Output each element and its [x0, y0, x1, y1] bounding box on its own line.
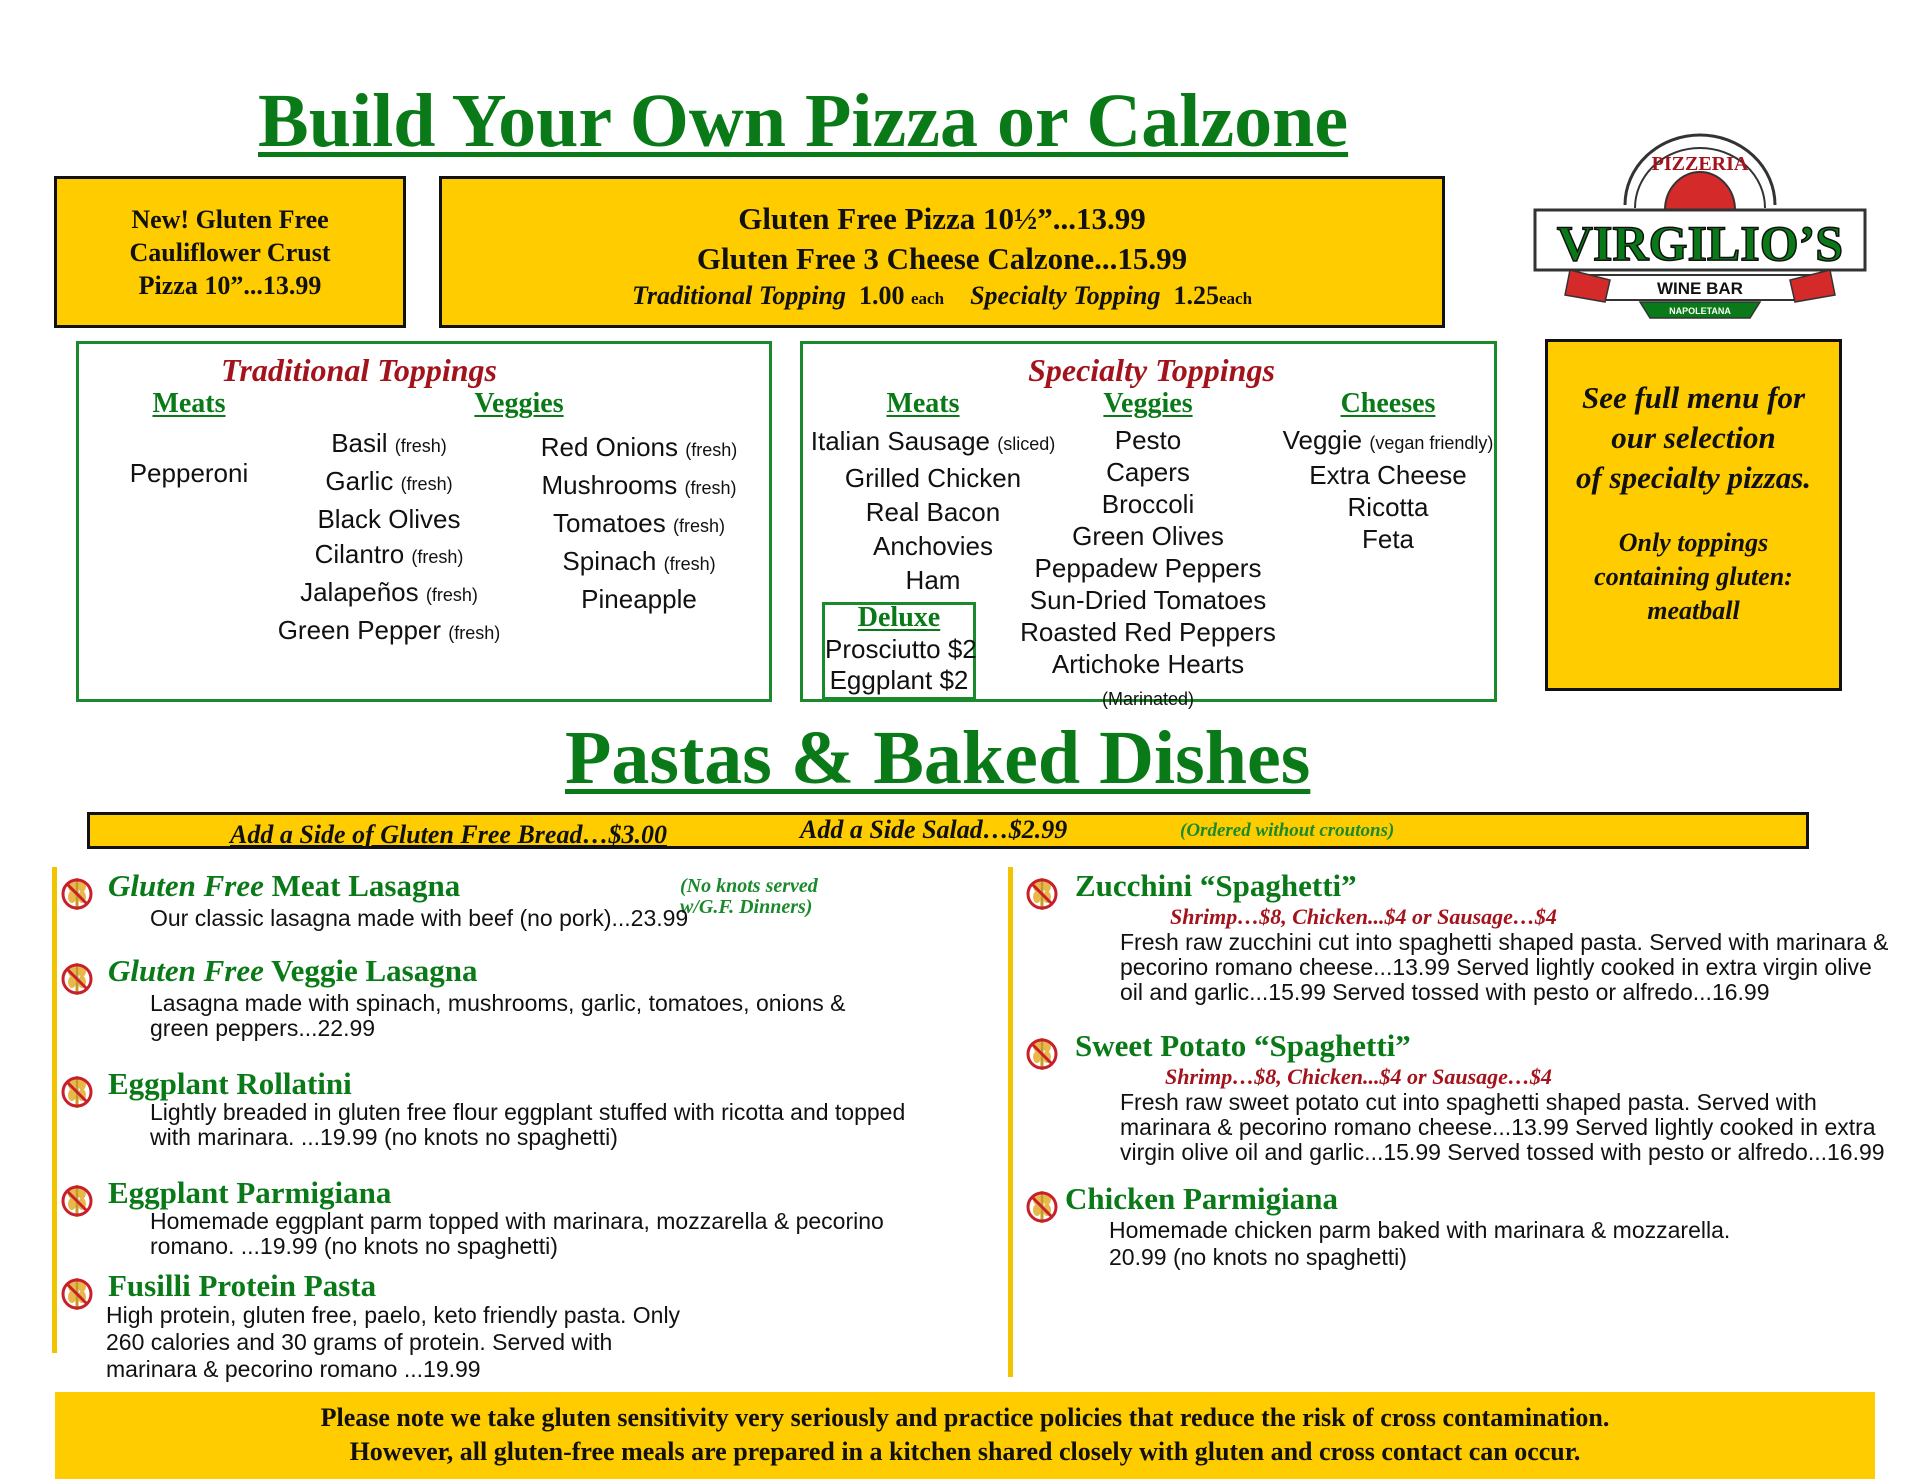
trad-veggies-col2: [519, 430, 759, 617]
gluten-free-icon: [1025, 872, 1059, 912]
topping-item: Feta: [1361, 524, 1415, 554]
topping-item: Garlic (fresh): [325, 466, 453, 496]
specialty-topping-label: Specialty Topping: [970, 281, 1161, 310]
gf-pizza-price: Gluten Free Pizza 10½”...13.99: [738, 201, 1146, 236]
topping-item: Capers: [1106, 457, 1190, 487]
pizza-title: Build Your Own Pizza or Calzone: [258, 79, 1349, 163]
topping-item: Mushrooms (fresh): [541, 470, 737, 500]
topping-item: Green Olives: [1072, 521, 1224, 551]
logo-name: VIRGILIO’S: [1556, 215, 1844, 271]
info-line: meatball: [1647, 596, 1740, 625]
spec-cheeses-header: Cheeses: [1340, 388, 1436, 419]
gluten-free-icon: [60, 957, 94, 997]
dish-desc: High protein, gluten free, paelo, keto friendly pasta. Only 260 calories and 30 grams of protein. Served with marinara & pecorino romano ...19.99: [106, 1302, 681, 1382]
traditional-toppings-box: [76, 341, 772, 702]
spec-cheeses-list: [1268, 424, 1508, 555]
logo-banner-text: WINE BAR: [1657, 279, 1743, 298]
spec-meats-header: Meats: [886, 388, 960, 419]
trad-meat-item: Pepperoni: [129, 458, 249, 488]
dish-desc: Homemade chicken parm baked with marinara & mozzarella. 20.99 (no knots no spaghetti): [1109, 1217, 1731, 1270]
info-line: of specialty pizzas.: [1575, 460, 1812, 495]
deluxe-item: Prosciutto $2: [825, 634, 977, 664]
pastas-title: Pastas & Baked Dishes: [565, 716, 1311, 800]
topping-item: Pesto: [1114, 425, 1182, 455]
gf-calzone-price: Gluten Free 3 Cheese Calzone...15.99: [696, 241, 1188, 276]
side-bread: Add a Side of Gluten Free Bread…$3.00: [230, 820, 667, 849]
dish-desc: Fresh raw zucchini cut into spaghetti shaped pasta. Served with marinara & pecorino romano cheese...13.99 Served lightly cooked in extra virgin olive oil and garlic...15.99 Served tossed with pesto or alfredo...16.99: [1120, 929, 1889, 1005]
spec-veggies-list: [1008, 424, 1288, 715]
gluten-disclaimer: [55, 1392, 1875, 1479]
topping-item: Green Pepper (fresh): [277, 615, 501, 645]
topping-item: Italian Sausage (sliced): [810, 426, 1056, 456]
dish-desc: Homemade eggplant parm topped with marinara, mozzarella & pecorino romano. ...19.99 (no knots no spaghetti): [150, 1208, 884, 1259]
right-column-rule: [1008, 867, 1013, 1377]
dish-addons: Shrimp…$8, Chicken...$4 or Sausage…$4: [1170, 904, 1557, 929]
gluten-free-icon: [1025, 1032, 1059, 1072]
trad-meats-header: Meats: [152, 388, 226, 419]
left-column-rule: [52, 867, 57, 1353]
trad-topping-price: 1.00: [859, 281, 905, 310]
each-label: each: [911, 289, 945, 308]
cauliflower-line: Pizza 10”...13.99: [138, 270, 322, 300]
virgilios-logo: [1530, 130, 1870, 330]
logo-top-text: PIZZERIA: [1651, 153, 1749, 175]
dish-name: Fusilli Protein Pasta: [108, 1268, 377, 1303]
topping-prices: [442, 279, 1442, 316]
specialty-info-box: [1545, 339, 1842, 691]
topping-item: Black Olives: [317, 504, 461, 534]
dish-desc: Our classic lasagna made with beef (no pork)...23.99: [150, 905, 689, 931]
topping-item: Peppadew Peppers: [1034, 553, 1262, 583]
dish-desc: Fresh raw sweet potato cut into spaghetti shaped pasta. Served with marinara & pecorino romano cheese...13.99 Served lightly cooked in extra virgin olive oil and garlic...15.99 Served tossed with pesto or alfredo...16.99: [1120, 1089, 1885, 1165]
topping-item: Spinach (fresh): [562, 546, 716, 576]
sides-bar: [87, 812, 1809, 849]
info-line: our selection: [1611, 420, 1776, 455]
topping-item: Tomatoes (fresh): [553, 508, 725, 538]
each-label: each: [1219, 289, 1253, 308]
dish-name: Sweet Potato “Spaghetti”: [1075, 1028, 1411, 1063]
topping-item: Pineapple: [581, 584, 697, 614]
deluxe-box: [822, 602, 976, 700]
topping-item: Broccoli: [1101, 489, 1195, 519]
topping-item: Jalapeños (fresh): [300, 577, 478, 607]
trad-veggies-header: Veggies: [474, 388, 564, 419]
gluten-free-icon: [1025, 1185, 1059, 1225]
specialty-toppings-title: Specialty Toppings: [1028, 352, 1275, 388]
topping-item: Red Onions (fresh): [540, 432, 738, 462]
gluten-free-icon: [60, 1070, 94, 1110]
topping-item: Anchovies: [873, 531, 993, 561]
topping-item: Artichoke Hearts (Marinated): [1051, 649, 1245, 709]
dish-name: Eggplant Rollatini: [108, 1066, 352, 1101]
deluxe-header: Deluxe: [857, 602, 941, 633]
dish-name: Gluten Free Meat Lasagna: [108, 868, 461, 903]
traditional-toppings-title: Traditional Toppings: [221, 352, 497, 388]
no-knots-note: (No knots served w/G.F. Dinners): [680, 875, 818, 918]
info-line: See full menu for: [1581, 380, 1806, 415]
spec-veggies-header: Veggies: [1103, 388, 1193, 419]
dish-name: Eggplant Parmigiana: [108, 1175, 392, 1210]
disclaimer-line: Please note we take gluten sensitivity very seriously and practice policies that reduce the risk of cross contamination.: [320, 1403, 1610, 1432]
gluten-free-icon: [60, 872, 94, 912]
logo-bottom-text: NAPOLETANA: [1669, 306, 1731, 316]
topping-item: Roasted Red Peppers: [1020, 617, 1276, 647]
cauliflower-line: New! Gluten Free: [131, 204, 329, 234]
dish-addons: Shrimp…$8, Chicken...$4 or Sausage…$4: [1165, 1064, 1552, 1089]
topping-item: Ham: [905, 565, 961, 595]
topping-item: Veggie (vegan friendly): [1282, 425, 1494, 455]
dish-desc: Lightly breaded in gluten free flour eggplant stuffed with ricotta and topped with marinara. ...19.99 (no knots no spaghetti): [150, 1099, 906, 1150]
specialty-topping-price: 1.25: [1173, 281, 1219, 310]
trad-topping-label: Traditional Topping: [631, 281, 847, 310]
info-line: containing gluten:: [1594, 562, 1793, 591]
dish-name: Gluten Free Veggie Lasagna: [108, 953, 478, 988]
topping-item: Grilled Chicken: [844, 463, 1022, 493]
dish-desc: Lasagna made with spinach, mushrooms, garlic, tomatoes, onions & green peppers...22.99: [150, 990, 846, 1041]
topping-item: Real Bacon: [865, 497, 1001, 527]
side-salad: Add a Side Salad…$2.99: [800, 815, 1068, 844]
topping-item: Cilantro (fresh): [314, 539, 464, 569]
disclaimer-line: However, all gluten-free meals are prepared in a kitchen shared closely with gluten and cross contact can occur.: [349, 1437, 1581, 1466]
deluxe-item: Eggplant $2: [829, 665, 969, 695]
dish-name: Zucchini “Spaghetti”: [1075, 868, 1357, 903]
gluten-free-icon: [60, 1179, 94, 1219]
gluten-free-icon: [60, 1272, 94, 1312]
gluten-free-pizza-box: [439, 176, 1445, 328]
trad-veggies-col1: [259, 426, 519, 651]
salad-note: (Ordered without croutons): [1180, 820, 1395, 841]
topping-item: Basil (fresh): [331, 428, 447, 458]
cauliflower-line: Cauliflower Crust: [129, 237, 331, 267]
cauliflower-crust-box: [54, 176, 406, 328]
dish-name: Chicken Parmigiana: [1065, 1181, 1338, 1216]
topping-item: Extra Cheese: [1309, 460, 1467, 490]
info-line: Only toppings: [1618, 528, 1769, 557]
topping-item: Ricotta: [1347, 492, 1429, 522]
topping-item: Sun-Dried Tomatoes: [1029, 585, 1267, 615]
